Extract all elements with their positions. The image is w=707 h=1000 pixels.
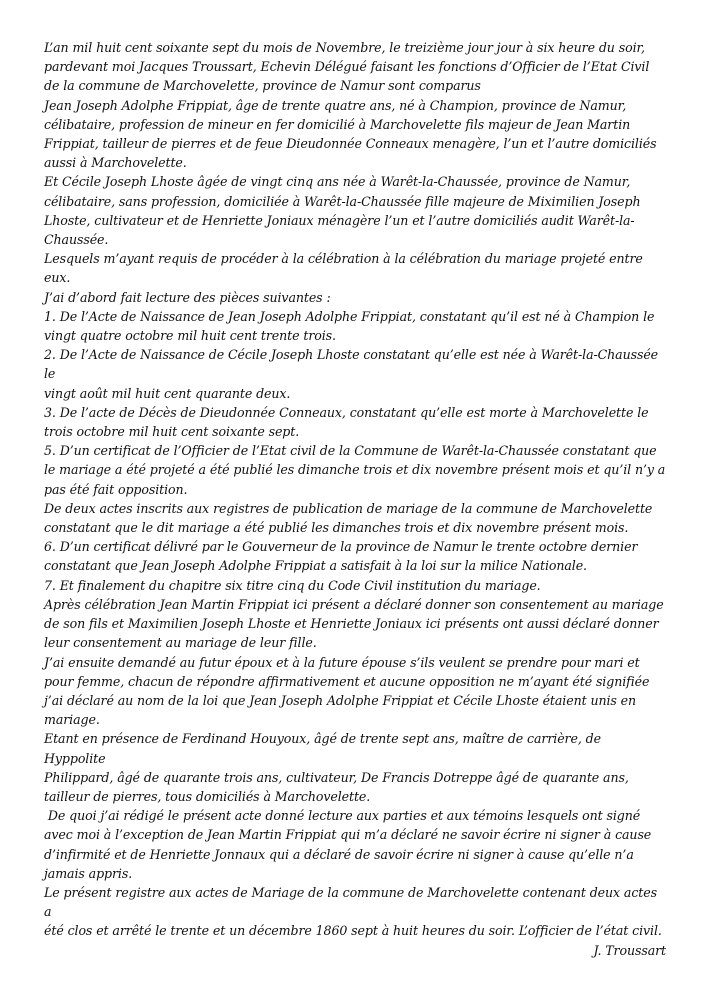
paragraph-signatures: De quoi j’ai rédigé le présent acte donné lecture aux parties et aux témoins lesquels ont signé avec moi à l’exception de Jean Martin Frippiat qui m’a déclaré ne savoir écrire ni signer à cause d’infirmité et de Henriette Jonnaux qui a déclaré de savoir écrire ni signer à cause qu’elle n’a jamais appris. bbox=[44, 808, 652, 881]
list-item-death-mother: 3. De l’acte de Décès de Dieudonnée Conneaux, constatant qu’elle est morte à Marchovelette le trois octobre mil huit cent soixante sept. bbox=[44, 404, 649, 440]
document-body bbox=[44, 38, 666, 960]
paragraph-groom: Jean Joseph Adolphe Frippiat, âge de trente quatre ans, né à Champion, province de Namur, célibataire, profession de mineur en fer domicilié à Marchovelette fils majeur de Jean Martin Frippiat, tailleur de pierres et de feue Dieudonnée Conneaux menagère, l’un et l’autre domiciliés aussi à Marchovelette. bbox=[44, 97, 657, 171]
list-item-birth-bride: 2. De l’Acte de Naissance de Cécile Joseph Lhoste constatant qu’elle est née à Warêt-la-Chaussée le vingt août mil huit cent quarante deux. bbox=[44, 347, 659, 401]
paragraph-request: Lesquels m’ayant requis de procéder à la célébration à la célébration du mariage projeté entre eux. bbox=[44, 251, 647, 286]
paragraph-bride: Et Cécile Joseph Lhoste âgée de vingt cinq ans née à Warêt-la-Chaussée, province de Namur, célibataire, sans profession, domiciliée à Warêt-la-Chaussée fille majeure de Miximilien Joseph Lhoste, cultivateur et de Henriette Joniaux ménagère l’un et l’autre domiciliés audit Warêt-la- Chaussée. bbox=[44, 174, 641, 248]
list-item-birth-groom: 1. De l’Acte de Naissance de Jean Joseph Adolphe Frippiat, constatant qu’il est né à Champion le vingt quatre octobre mil huit cent trente trois. bbox=[44, 308, 655, 344]
list-item-civil-code: 7. Et finalement du chapitre six titre cinq du Code Civil institution du mariage. bbox=[44, 577, 541, 593]
paragraph-consent: Après célébration Jean Martin Frippiat ici présent a déclaré donner son consentement au mariage de son fils et Maximilien Joseph Lhoste et Henriette Joniaux ici présents ont aussi déclaré donner leur consentement au mariage de leur fille. bbox=[44, 596, 664, 651]
list-item-certificate-publication: 5. D’un certificat de l’Officier de l’Etat civil de la Commune de Warêt-la-Chaussée constatant que le mariage a été projeté a été publié les dimanche trois et dix novembre présent mois et qu’il n’y a pas été fait opposition. bbox=[44, 443, 666, 497]
paragraph-opening: L’an mil huit cent soixante sept du mois de Novembre, le treizième jour jour à six heure du soir, pardevant moi Jacques Troussart, Echevin Délégué faisant les fonctions d’Officier de l’Etat Civil de la commune de Marchovelette, province de Namur sont comparus bbox=[44, 40, 650, 94]
paragraph-documents-intro: J’ai d’abord fait lecture des pièces suivantes : bbox=[44, 289, 331, 305]
paragraph-witnesses: Etant en présence de Ferdinand Houyoux, âgé de trente sept ans, maître de carrière, de Hyppolite Philippard, âgé de quarante trois ans, cultivateur, De Francis Dotreppe âgé de quarante ans, tailleur de pierres, tous domiciliés à Marchovelette. bbox=[44, 731, 629, 804]
paragraph-register-closing: Le présent registre aux actes de Mariage de la commune de Marchovelette contenant deux actes a été clos et arrêté le trente et un décembre 1860 sept à huit heures du soir. L’officier de l’état civil. bbox=[44, 884, 662, 939]
signature: J. Troussart bbox=[593, 942, 666, 958]
paragraph-declaration: J’ai ensuite demandé au futur époux et à la future épouse s’ils veulent se prendre pour mari et pour femme, chacun de répondre affirmativement et aucune opposition ne m’ayant été signifiée j’ai déclaré au nom de la loi que Jean Joseph Adolphe Frippiat et Cécile Lhoste étaient unis en mariage. bbox=[44, 654, 650, 728]
paragraph-publication-acts: De deux actes inscrits aux registres de publication de mariage de la commune de Marchovelette constatant que le dit mariage a été publié les dimanches trois et dix novembre présent mois. bbox=[44, 500, 653, 536]
list-item-militia-certificate: 6. D’un certificat délivré par le Gouverneur de la province de Namur le trente octobre dernier constatant que Jean Joseph Adolphe Frippiat a satisfait à la loi sur la milice Nationale. bbox=[44, 539, 638, 574]
